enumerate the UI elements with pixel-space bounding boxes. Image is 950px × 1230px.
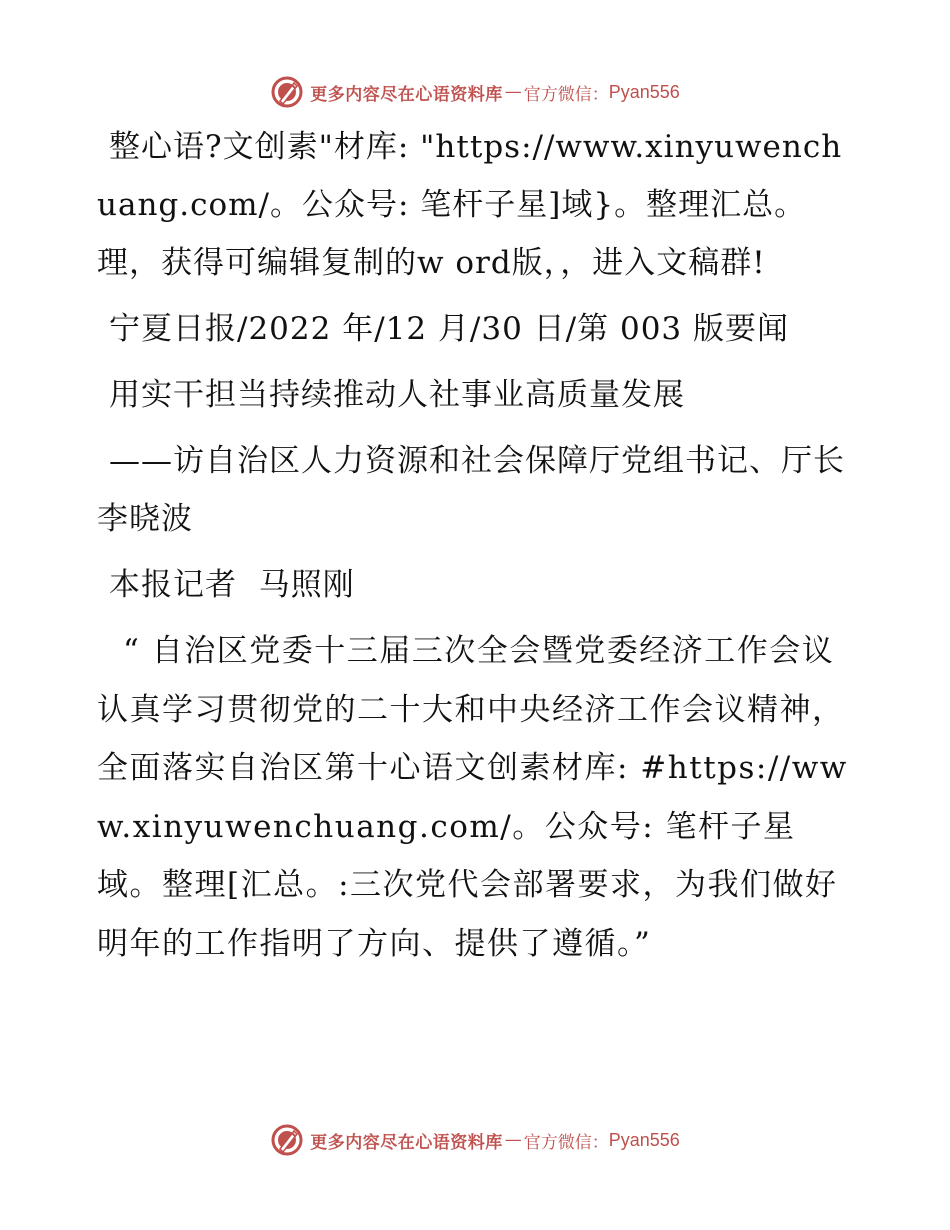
banner-label: 官方微信： <box>523 1132 609 1153</box>
pen-seal-logo-icon <box>270 75 304 109</box>
article-body: “ 自治区党委十三届三次全会暨党委经济工作会议认真学习贯彻党的二十大和中央经济工作会议精神，全面落实自治区第十心语文创素材库: #https://www.xinyuwenchuang.com/。公众号: 笔杆子星域。整理[汇总。:三次党代会部署要求，为我们做好明年的工作指明了方向、提供了遵循。” <box>97 633 848 962</box>
banner-dash: — <box>504 1130 522 1150</box>
article-title: 用实干担当持续推动人社事业高质量发展 <box>109 377 685 413</box>
intro-paragraph: 整心语?文创素"材库: "https://www.xinyuwenchuang.com/。公众号: 笔杆子星]域}。整理汇总。理，获得可编辑复制的w ord版，，进入文稿群! <box>97 129 843 281</box>
banner-label: 官方微信： <box>523 84 609 105</box>
banner-main-text: 更多内容尽在心语资料库 <box>310 1132 503 1153</box>
banner-wechat-id: Pyan556 <box>608 81 680 102</box>
footer-banner <box>0 1118 950 1162</box>
article-source: 宁夏日报/2022 年/12 月/30 日/第 003 版要闻 <box>109 311 790 347</box>
banner-dash: — <box>504 82 522 102</box>
pen-seal-logo-icon <box>270 1123 304 1157</box>
document-content <box>97 118 857 981</box>
article-subtitle: ——访自治区人力资源和社会保障厅党组书记、厅长李晓波 <box>97 443 845 537</box>
banner-wechat-id: Pyan556 <box>608 1129 680 1150</box>
article-byline: 本报记者 马照刚 <box>109 567 355 603</box>
header-banner <box>0 70 950 114</box>
banner-main-text: 更多内容尽在心语资料库 <box>310 84 503 105</box>
